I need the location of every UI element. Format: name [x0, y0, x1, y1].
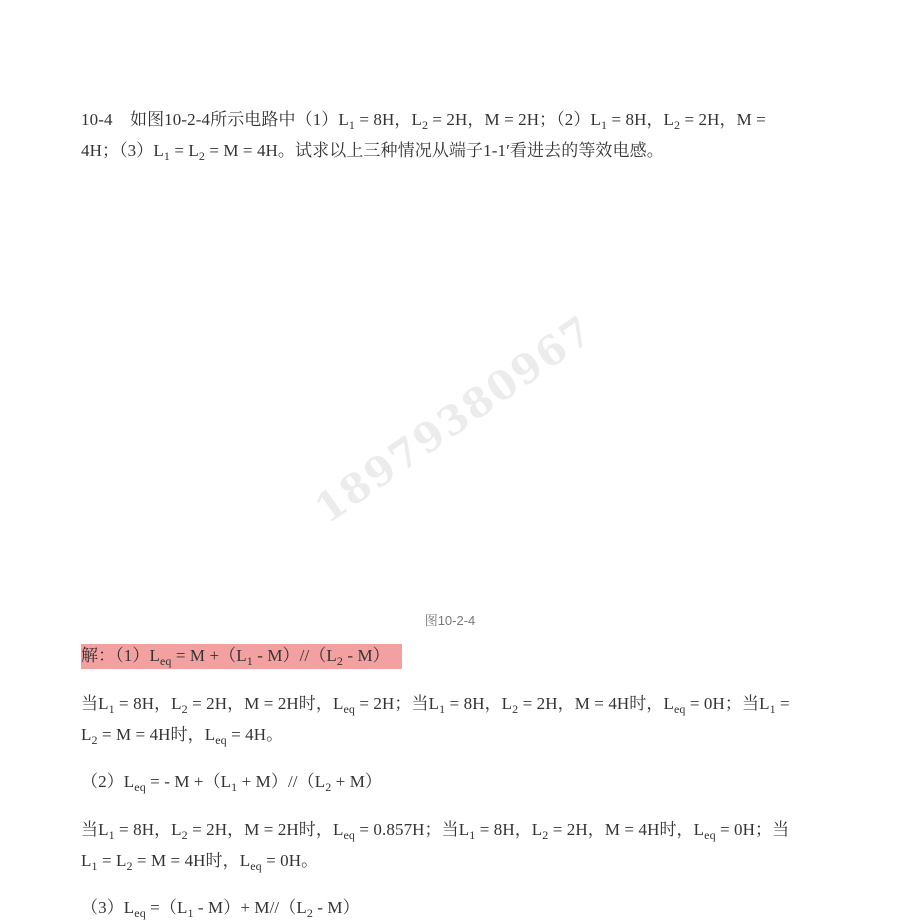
circuit-figure [81, 190, 801, 590]
watermark: 18979380967 [306, 306, 603, 533]
solution-part2-results: 当$L_1 = 8H$，$L_2 = 2H$，M = 2H时，$L_{eq} = 0.857H$；当$L_1 = 8H$，$L_2 = 2H$，M = 4H时，$L_{eq} = 0H$；当$L_1 = L_2 = M = 4H$时，$L_{eq} = 0H$。 [81, 820, 790, 873]
solution-part3-formula: $(3)L_{eq} =(L_1 - M)+ M//(L_2 - M)$ [81, 898, 360, 920]
highlighted-formula: 解：$(1)L_{eq} = M +(L_1 - M)//(L_2 - M)$ [81, 644, 402, 669]
solution-heading [81, 640, 801, 671]
question-number: 10-4 [81, 110, 113, 129]
question-paragraph: 10-4 如图10-2-4所示电路中$(1)L_1 = 8H$，$L_2 = 2H$，M = 2H；$(2)L_1 = 8H$，$L_2 = 2H$，M = 4H；$(3)L_1 = L_2 = M = 4H$。试求以上三种情况从端子1-1′看进去的等效电感。 [81, 110, 766, 163]
solution-part2-formula: $(2)L_{eq}$ = - $M +(L_1 + M)//(L_2 + M)$ [81, 772, 383, 794]
solution-part1-results: 当$L_1 = 8H$，$L_2 = 2H$，M = 2H时，$L_{eq} = 2H$；当$L_1 = 8H$，$L_2 = 2H$，M = 4H时，$L_{eq} = 0H$；当$L_1 = L_2 = M = 4H$时，$L_{eq} = 4H$。 [81, 694, 790, 747]
figure-caption: 图10-2-4 [424, 613, 476, 628]
